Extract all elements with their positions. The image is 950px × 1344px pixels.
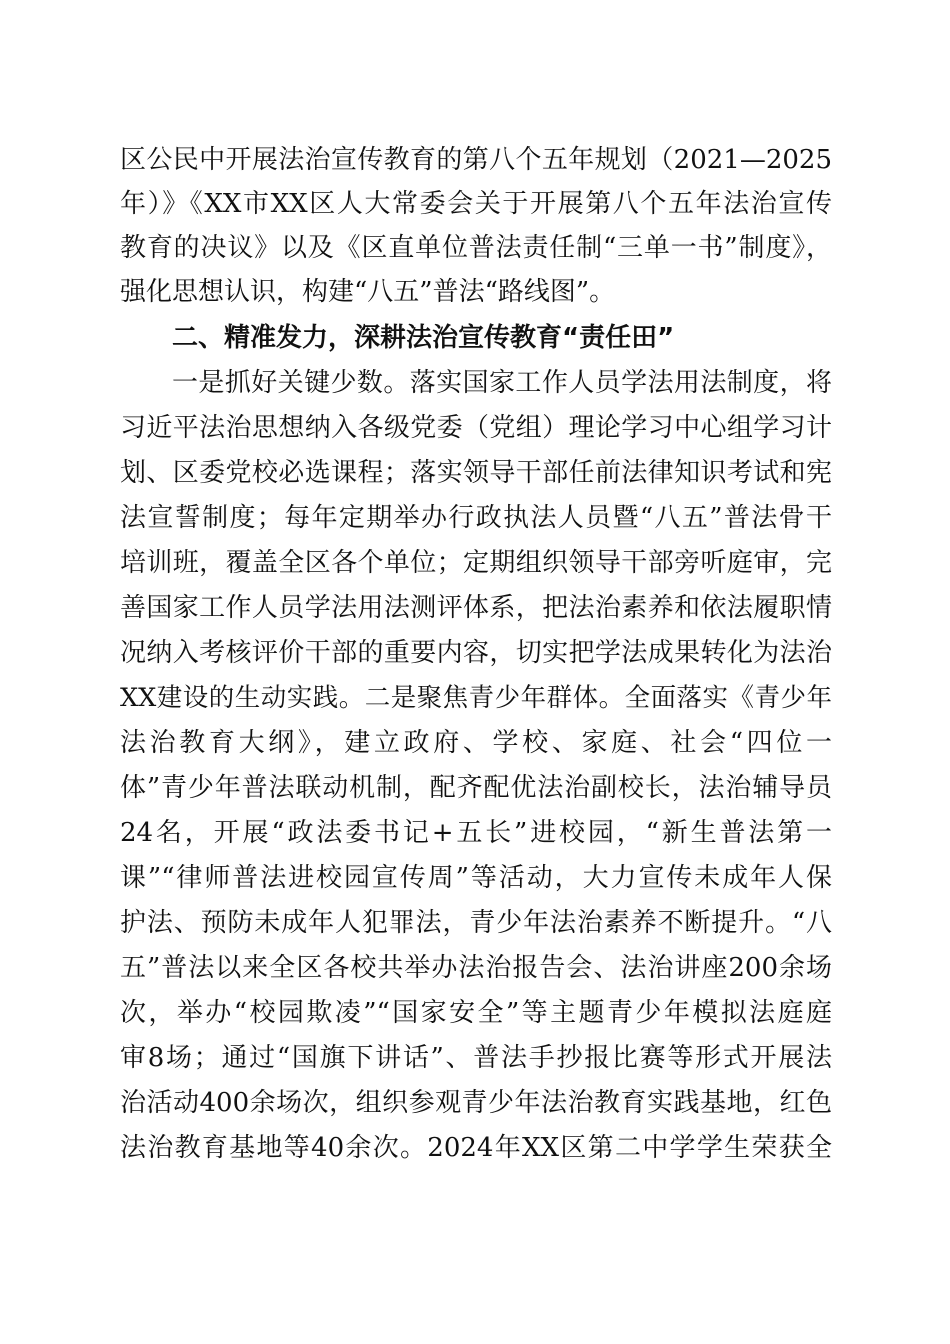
paragraph-2-line-10: 体”青少年普法联动机制，配齐配优法治副校长，法治辅导员 [120,773,832,803]
paragraph-2-line-6: 善国家工作人员学法用法测评体系，把法治素养和依法履职情 [120,593,832,623]
paragraph-2-line-7: 况纳入考核评价干部的重要内容，切实把学法成果转化为法治 [120,638,832,668]
paragraph-2-line-4: 法宣誓制度；每年定期举办行政执法人员暨“八五”普法骨干 [120,503,832,533]
paragraph-2-line-8: XX建设的生动实践。二是聚焦青少年群体。全面落实《青少年 [120,683,832,713]
paragraph-2-line-5: 培训班，覆盖全区各个单位；定期组织领导干部旁听庭审，完 [120,548,832,578]
paragraph-2-line-1: 一是抓好关键少数。落实国家工作人员学法用法制度，将 [172,368,832,398]
paragraph-2-line-2: 习近平法治思想纳入各级党委（党组）理论学习中心组学习计 [120,413,832,443]
paragraph-1-line-4: 强化思想认识，构建“八五”普法“路线图”。 [120,277,616,307]
paragraph-2-line-13: 护法、预防未成年人犯罪法，青少年法治素养不断提升。“八 [120,908,832,938]
paragraph-2-line-11: 24名，开展“政法委书记+五长”进校园，“新生普法第一 [120,818,832,848]
paragraph-2-line-16: 审8场；通过“国旗下讲话”、普法手抄报比赛等形式开展法 [120,1043,832,1073]
paragraph-2-line-17: 治活动400余场次，组织参观青少年法治教育实践基地，红色 [120,1088,832,1118]
paragraph-2-line-14: 五”普法以来全区各校共举办法治报告会、法治讲座200余场 [120,953,832,983]
paragraph-2-line-18: 法治教育基地等40余次。2024年XX区第二中学学生荣获全 [120,1133,832,1163]
paragraph-1-line-2: 年）》《XX市XX区人大常委会关于开展第八个五年法治宣传 [120,189,832,219]
paragraph-2-line-12: 课”“律师普法进校园宣传周”等活动，大力宣传未成年人保 [120,863,832,893]
paragraph-2-line-3: 划、区委党校必选课程；落实领导干部任前法律知识考试和宪 [120,458,832,488]
paragraph-1-line-3: 教育的决议》以及《区直单位普法责任制“三单一书”制度》， [120,233,832,263]
paragraph-1-line-1: 区公民中开展法治宣传教育的第八个五年规划（2021—2025 [120,145,832,175]
section-heading-2: 二、精准发力，深耕法治宣传教育“责任田” [172,323,675,353]
paragraph-2-line-9: 法治教育大纲》，建立政府、学校、家庭、社会“四位一 [120,728,832,758]
paragraph-2-line-15: 次，举办“校园欺凌”“国家安全”等主题青少年模拟法庭庭 [120,998,832,1028]
